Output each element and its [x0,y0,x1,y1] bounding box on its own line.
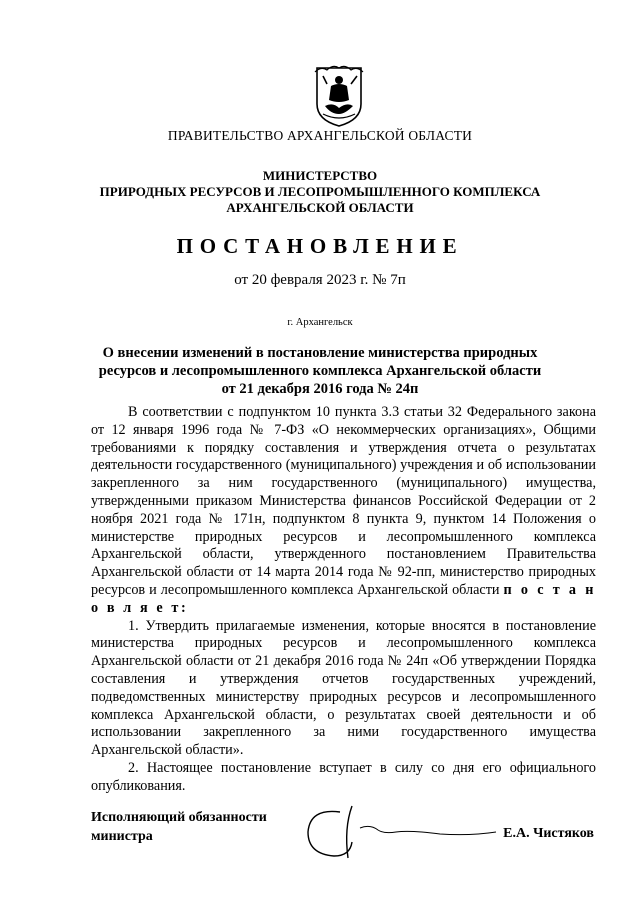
coat-of-arms-icon [313,64,365,128]
subject-line: ресурсов и лесопромышленного комплекса Архангельской области [98,363,542,379]
handwritten-signature-icon [300,798,500,866]
position-line: министра [91,829,153,844]
ministry-line: МИНИСТЕРСТВО [262,168,378,183]
item-1-paragraph: 1. Утвердить прилагаемые изменения, которые вносятся в постановление министерства природных ресурсов и лесопромышленного комплекса Архангельской области от 21 декабря 2016 года № 24п «Об утверждении Порядка составления и утверждения отчетов государственных учреждений, подведомственных министерству природных ресурсов и лесопромышленного комплекса Архангельской области, о результатах своей деятельности и об использовании закрепленного за ними государственного имущества Архангельской области». [91,617,596,759]
document-type: ПОСТАНОВЛЕНИЕ [176,234,464,258]
preamble-text: В соответствии с подпунктом 10 пункта 3.3 статьи 32 Федерального закона от 12 января 1996 года № 7-ФЗ «О некоммерческих организациях», Общими требованиями к порядку составления и утверждения отчета о результатах деятельности государственного (муниципального) учреждения и об использовании закрепленного за ним государственного (муниципального) имущества, утвержденными приказом Министерства финансов Российской Федерации от 2 ноября 2021 года № 171н, подпунктом 8 пункта 9, пунктом 14 Положения о министерстве природных ресурсов и лесопромышленного комплекса Архангельской области, утвержденного постановлением Правительства Архангельской области от 14 марта 2014 года № 92-пп, министерство природных ресурсов и лесопромышленного комплекса Архангельской области [91,404,596,598]
ministry-line: ПРИРОДНЫХ РЕСУРСОВ И ЛЕСОПРОМЫШЛЕННОГО КОМПЛЕКСА [99,184,541,199]
document-date-number: от 20 февраля 2023 г. № 7п [234,272,406,288]
position-line: Исполняющий обязанности [91,810,267,825]
subject-line: О внесении изменений в постановление министерства природных [102,345,538,361]
subject-line: от 21 декабря 2016 года № 24п [221,381,419,397]
item-2-paragraph: 2. Настоящее постановление вступает в силу со дня его официального опубликования. [91,759,596,794]
resolves-word: п о с т а н о в л я е т: [91,581,596,616]
document-subject [0,344,640,398]
document-city: г. Архангельск [287,317,353,328]
preamble-paragraph [91,404,596,618]
government-name: ПРАВИТЕЛЬСТВО АРХАНГЕЛЬСКОЙ ОБЛАСТИ [167,128,473,143]
ministry-line: АРХАНГЕЛЬСКОЙ ОБЛАСТИ [226,200,414,215]
signatory-name: Е.А. Чистяков [503,826,594,841]
ministry-name [0,168,640,216]
document-body [91,404,596,796]
signatory-position [91,808,267,846]
